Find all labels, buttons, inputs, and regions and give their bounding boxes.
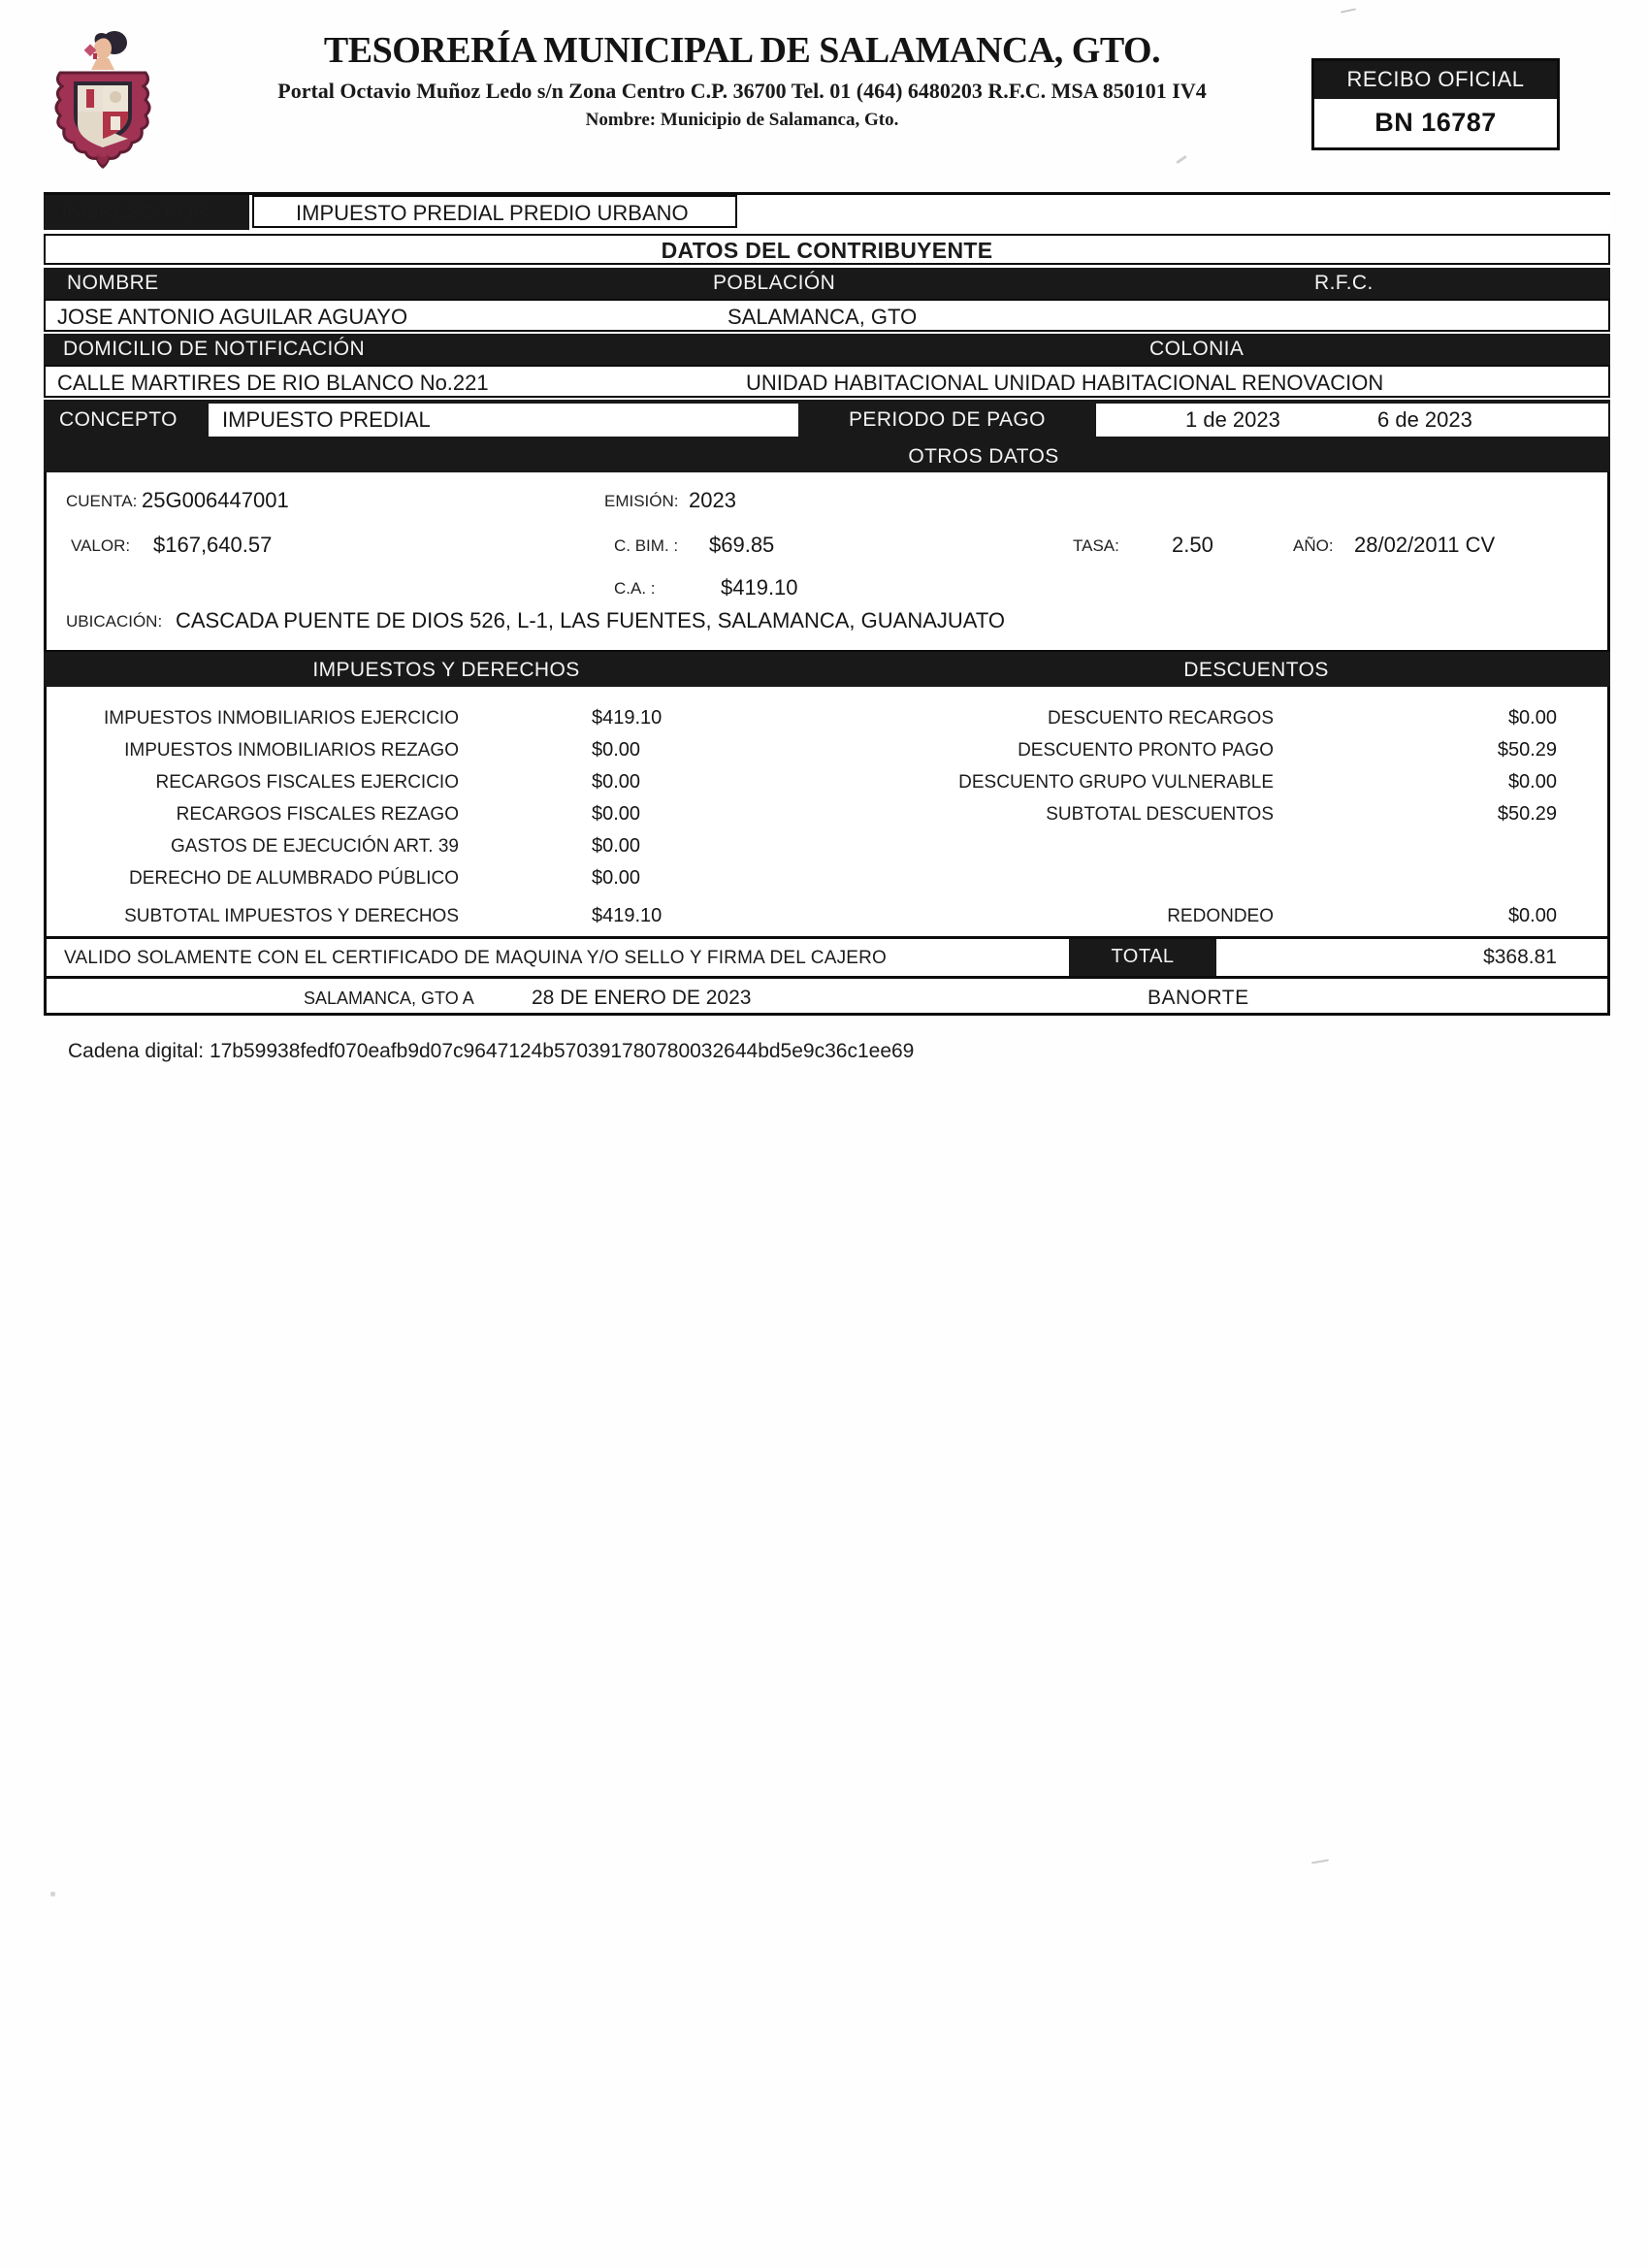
domicilio-values-row	[44, 365, 1610, 398]
cbim-value: $69.85	[709, 533, 775, 557]
payment-date: 28 DE ENERO DE 2023	[532, 987, 752, 1009]
ubicacion-label: UBICACIÓN:	[66, 612, 163, 631]
page-title: TESORERÍA MUNICIPAL DE SALAMANCA, GTO.	[323, 30, 1161, 71]
scan-artifact	[1341, 8, 1356, 13]
line-items-box	[44, 687, 1610, 936]
receipt-number: BN 16787	[1374, 108, 1497, 137]
cuenta-value: 25G006447001	[142, 488, 289, 512]
impuesto-item-label: IMPUESTOS INMOBILIARIOS REZAGO	[124, 740, 459, 761]
periodo-desde: 1 de 2023	[1185, 407, 1280, 432]
periodo-values-cell	[1096, 404, 1608, 437]
descuento-item-label: DESCUENTO PRONTO PAGO	[1018, 740, 1274, 761]
scan-artifact	[50, 1892, 55, 1896]
impuesto-item-label: DERECHO DE ALUMBRADO PÚBLICO	[129, 868, 459, 889]
emision-value: 2023	[689, 488, 736, 512]
periodo-hasta: 6 de 2023	[1377, 407, 1472, 432]
scan-artifact	[1176, 155, 1187, 164]
impuesto-item-label: RECARGOS FISCALES EJERCICIO	[155, 772, 459, 793]
otros-datos-box	[44, 472, 1610, 652]
impuesto-item-value: $0.00	[592, 835, 641, 857]
ca-label: C.A. :	[614, 579, 656, 598]
concepto-row	[44, 400, 1610, 440]
descuento-item-value: $0.00	[1507, 771, 1557, 793]
cadena-digital-value: 17b59938fedf070eafb9d07c9647124b570391780780032644bd5e9c36c1ee69	[209, 1040, 915, 1062]
impuesto-item-value: $419.10	[592, 707, 663, 729]
impuesto-item-label: IMPUESTOS INMOBILIARIOS EJERCICIO	[104, 708, 459, 729]
otros-datos-title: OTROS DATOS	[908, 445, 1059, 468]
letterhead	[179, 29, 1305, 131]
contribuyente-poblacion: SALAMANCA, GTO	[728, 305, 918, 329]
impuesto-item-label: RECARGOS FISCALES REZAGO	[176, 804, 459, 825]
periodo-de-pago-label: PERIODO DE PAGO	[849, 408, 1046, 431]
descuentos-subtotal-value: $50.29	[1497, 803, 1557, 825]
official-receipt-box	[1311, 58, 1560, 150]
ingreso-value: IMPUESTO PREDIAL PREDIO URBANO	[296, 201, 689, 225]
descuento-item-value: $0.00	[1507, 707, 1557, 729]
descuentos-section-title: DESCUENTOS	[1183, 659, 1329, 681]
descuento-item-value: $50.29	[1497, 739, 1557, 761]
anio-label: AÑO:	[1293, 536, 1334, 555]
impuesto-item-label: GASTOS DE EJECUCIÓN ART. 39	[170, 836, 459, 857]
contribuyente-section-title: DATOS DEL CONTRIBUYENTE	[661, 238, 993, 263]
domicilio-label: DOMICILIO DE NOTIFICACIÓN	[63, 338, 366, 360]
impuestos-section-title: IMPUESTOS Y DERECHOS	[312, 659, 580, 681]
tasa-label: TASA:	[1073, 536, 1119, 555]
redondeo-label: REDONDEO	[1167, 906, 1274, 926]
impuesto-item-value: $0.00	[592, 803, 641, 825]
municipality-name: Nombre: Municipio de Salamanca, Gto.	[585, 110, 899, 130]
ingreso-row	[44, 195, 1610, 230]
ingreso-label-cell	[44, 195, 249, 230]
impuestos-subtotal-label: SUBTOTAL IMPUESTOS Y DERECHOS	[124, 906, 459, 926]
domicilio-header-bar	[44, 334, 1610, 365]
descuentos-subtotal-label: SUBTOTAL DESCUENTOS	[1046, 804, 1274, 825]
descuento-item-label: DESCUENTO RECARGOS	[1048, 708, 1274, 729]
concepto-label: CONCEPTO	[59, 408, 178, 431]
valor-label: VALOR:	[71, 536, 131, 555]
valor-value: $167,640.57	[153, 533, 273, 557]
rfc-label: R.F.C.	[1314, 272, 1374, 294]
sections-header-bar	[44, 652, 1610, 687]
descuento-item-label: DESCUENTO GRUPO VULNERABLE	[958, 772, 1274, 793]
total-row	[44, 936, 1610, 979]
impuesto-item-value: $0.00	[592, 771, 641, 793]
ca-value: $419.10	[721, 575, 798, 599]
receipt-type-label: RECIBO OFICIAL	[1314, 61, 1557, 99]
contribuyente-values-row	[44, 299, 1610, 332]
tasa-value: 2.50	[1172, 533, 1213, 557]
emision-label: EMISIÓN:	[604, 492, 679, 510]
total-label-cell	[1069, 939, 1216, 976]
cadena-digital-label: Cadena digital:	[68, 1040, 205, 1062]
validity-disclaimer: VALIDO SOLAMENTE CON EL CERTIFICADO DE MAQUINA Y/O SELLO Y FIRMA DEL CAJERO	[64, 948, 888, 968]
redondeo-value: $0.00	[1507, 905, 1557, 926]
scan-artifact	[1311, 1859, 1329, 1863]
ubicacion-value: CASCADA PUENTE DE DIOS 526, L-1, LAS FUENTES, SALAMANCA, GUANAJUATO	[176, 608, 1005, 632]
bank-name: BANORTE	[1148, 987, 1249, 1009]
digital-string-line	[68, 1040, 914, 1063]
cuenta-label: CUENTA:	[66, 492, 138, 510]
concepto-value: IMPUESTO PREDIAL	[222, 407, 431, 432]
coat-of-arms-logo	[45, 19, 161, 171]
contribuyente-nombre: JOSE ANTONIO AGUILAR AGUAYO	[57, 305, 408, 329]
ingreso-label: INGRESO POR	[61, 201, 210, 223]
place-label: SALAMANCA, GTO A	[304, 988, 474, 1008]
footer-row	[44, 976, 1610, 1016]
otros-datos-bar	[44, 440, 1610, 472]
impuestos-subtotal-value: $419.10	[592, 905, 663, 926]
total-value: $368.81	[1483, 946, 1557, 968]
anio-value: 28/02/2011 CV	[1354, 533, 1496, 557]
impuesto-item-value: $0.00	[592, 739, 641, 761]
contribuyente-colonia: UNIDAD HABITACIONAL UNIDAD HABITACIONAL RENOVACION	[746, 371, 1384, 395]
contribuyente-header-bar	[44, 268, 1610, 299]
contribuyente-domicilio: CALLE MARTIRES DE RIO BLANCO No.221	[57, 371, 489, 395]
office-address: Portal Octavio Muñoz Ledo s/n Zona Centro C.P. 36700 Tel. 01 (464) 6480203 R.F.C. MSA 850101 IV4	[277, 79, 1207, 103]
nombre-label: NOMBRE	[67, 272, 159, 294]
poblacion-label: POBLACIÓN	[713, 272, 836, 294]
concepto-value-cell	[209, 404, 798, 437]
contribuyente-title-row	[44, 234, 1610, 265]
ingreso-value-cell	[252, 195, 737, 228]
cbim-label: C. BIM. :	[614, 536, 679, 555]
total-label: TOTAL	[1111, 946, 1175, 967]
colonia-label: COLONIA	[1149, 338, 1245, 360]
impuesto-item-value: $0.00	[592, 867, 641, 889]
